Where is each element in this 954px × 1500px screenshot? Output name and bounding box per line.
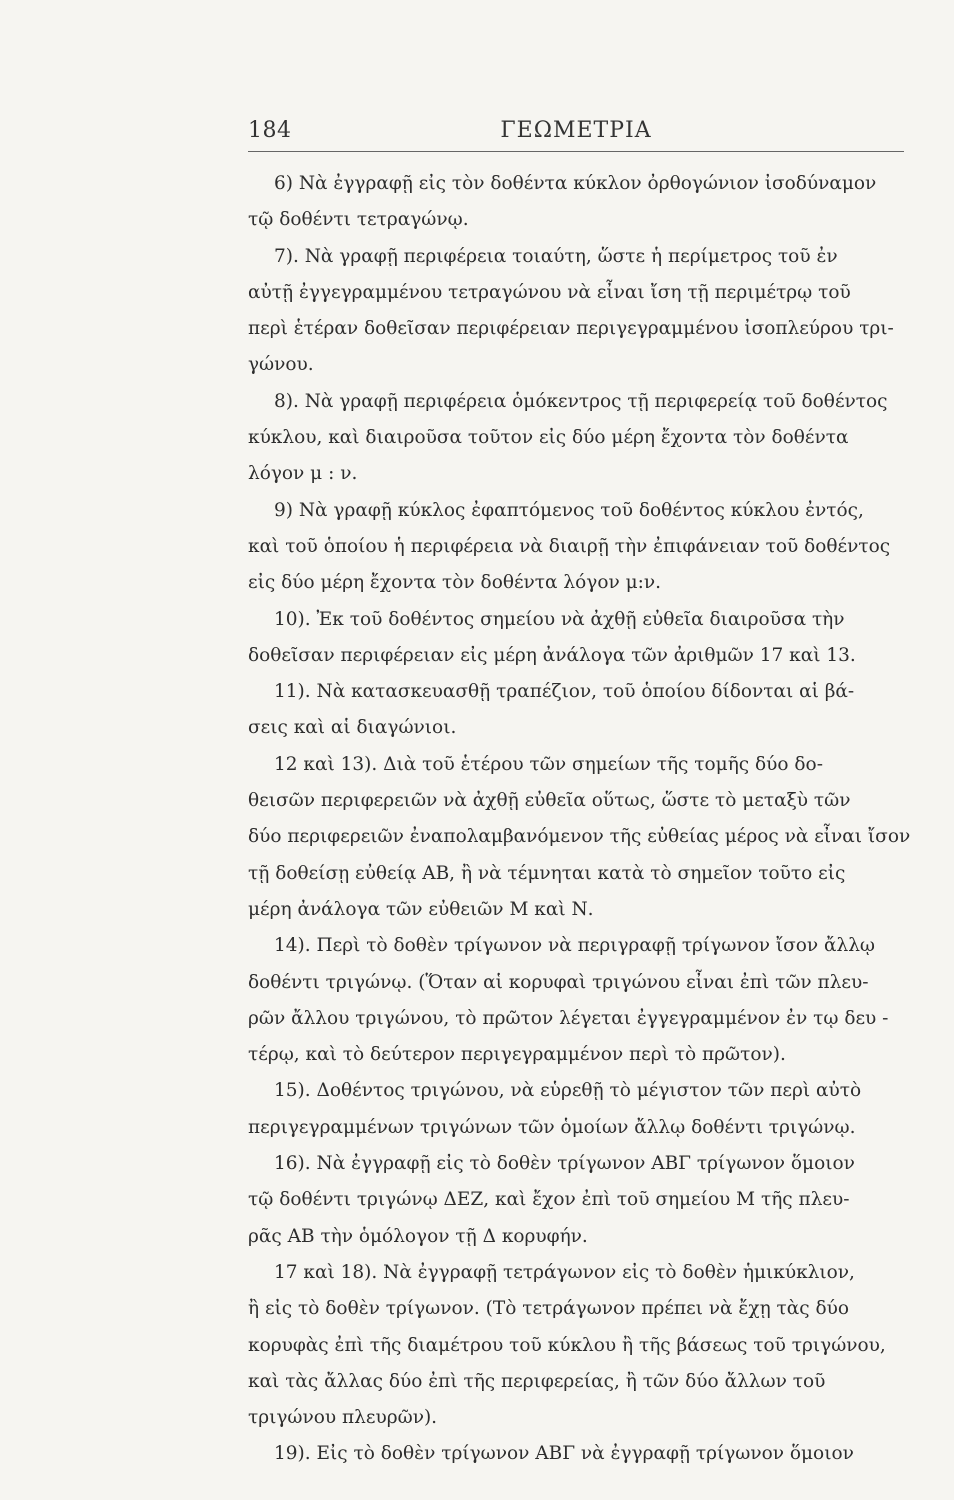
text-line: θεισῶν περιφερειῶν νὰ ἀχθῇ εὐθεῖα οὕτως, ὥστε τὸ μεταξὺ τῶν xyxy=(248,790,851,812)
text-line: δοθεῖσαν περιφέρειαν εἰς μέρη ἀνάλογα τῶν ἀριθμῶν 17 καὶ 13. xyxy=(248,644,856,666)
text-line-problem-17-18: 17 καὶ 18). Νὰ ἐγγραφῇ τετράγωνον εἰς τὸ δοθὲν ἡμικύκλιον, xyxy=(274,1261,855,1283)
text-line-problem-11: 11). Νὰ κατασκευασθῇ τραπέζιον, τοῦ ὁποίου δίδονται αἱ βά- xyxy=(274,681,855,703)
text-line: δύο περιφερειῶν ἐναπολαμβανόμενον τῆς εὐθείας μέρος νὰ εἶναι ἴσον xyxy=(248,826,911,848)
text-line: μέρη ἀνάλογα τῶν εὐθειῶν Μ καὶ Ν. xyxy=(248,898,594,920)
text-line: τέρῳ, καὶ τὸ δεύτερον περιγεγραμμένον περὶ τὸ πρῶτον). xyxy=(248,1044,786,1066)
text-line-problem-8: 8). Νὰ γραφῇ περιφέρεια ὁμόκεντρος τῇ περιφερείᾳ τοῦ δοθέντος xyxy=(274,390,888,412)
header-divider xyxy=(248,151,904,152)
text-line-problem-10: 10). Ἐκ τοῦ δοθέντος σημείου νὰ ἀχθῇ εὐθεῖα διαιροῦσα τὴν xyxy=(274,608,845,630)
text-line-problem-14: 14). Περὶ τὸ δοθὲν τρίγωνον νὰ περιγραφῇ τρίγωνον ἴσον ἄλλῳ xyxy=(274,935,876,957)
running-title: ΓΕΩΜΕΤΡΙΑ xyxy=(500,118,652,143)
text-line: εἰς δύο μέρη ἔχοντα τὸν δοθέντα λόγον μ:ν. xyxy=(248,572,661,594)
text-line: τῷ δοθέντι τριγώνῳ ΔΕΖ, καὶ ἔχον ἐπὶ τοῦ σημείου Μ τῆς πλευ- xyxy=(248,1189,850,1211)
text-line: αὐτῇ ἐγγεγραμμένου τετραγώνου νὰ εἶναι ἴση τῇ περιμέτρῳ τοῦ xyxy=(248,281,851,303)
text-line: τῷ δοθέντι τετραγώνῳ. xyxy=(248,209,469,231)
text-line-problem-7: 7). Νὰ γραφῇ περιφέρεια τοιαύτη, ὥστε ἡ περίμετρος τοῦ ἐν xyxy=(274,245,838,267)
text-line: ρῶν ἄλλου τριγώνου, τὸ πρῶτον λέγεται ἐγγεγραμμένον ἐν τῳ δευ - xyxy=(248,1007,889,1029)
text-line: τῇ δοθείσῃ εὐθείᾳ ΑΒ, ἢ νὰ τέμνηται κατὰ τὸ σημεῖον τοῦτο εἰς xyxy=(248,862,846,884)
text-line: λόγον μ : ν. xyxy=(248,463,358,485)
page-number: 184 xyxy=(248,118,292,143)
text-line: ἢ εἰς τὸ δοθὲν τρίγωνον. (Τὸ τετράγωνον πρέπει νὰ ἔχῃ τὰς δύο xyxy=(248,1298,850,1320)
text-line: τριγώνου πλευρῶν). xyxy=(248,1407,438,1429)
text-line: δοθέντι τριγώνῳ. (Ὅταν αἱ κορυφαὶ τριγώνου εἶναι ἐπὶ τῶν πλευ- xyxy=(248,971,869,993)
text-line: σεις καὶ αἱ διαγώνιοι. xyxy=(248,717,457,739)
text-line-problem-6: 6) Νὰ ἐγγραφῇ εἰς τὸν δοθέντα κύκλον ὀρθογώνιον ἰσοδύναμον xyxy=(274,173,877,194)
text-line: κύκλου, καὶ διαιροῦσα τοῦτον εἰς δύο μέρη ἔχοντα τὸν δοθέντα xyxy=(248,427,849,449)
text-line-problem-9: 9) Νὰ γραφῇ κύκλος ἐφαπτόμενος τοῦ δοθέντος κύκλου ἐντός, xyxy=(274,499,864,521)
text-line-problem-19: 19). Εἰς τὸ δοθὲν τρίγωνον ΑΒΓ νὰ ἐγγραφῇ τρίγωνον ὅμοιον xyxy=(274,1443,854,1465)
text-line-problem-15: 15). Δοθέντος τριγώνου, νὰ εὑρεθῇ τὸ μέγιστον τῶν περὶ αὐτὸ xyxy=(274,1080,862,1102)
text-line: καὶ τὰς ἄλλας δύο ἐπὶ τῆς περιφερείας, ἢ τῶν δύο ἄλλων τοῦ xyxy=(248,1370,826,1392)
text-line: περὶ ἑτέραν δοθεῖσαν περιφέρειαν περιγεγραμμένου ἰσοπλεύρου τρι- xyxy=(248,318,894,340)
text-line-problem-16: 16). Νὰ ἐγγραφῇ εἰς τὸ δοθὲν τρίγωνον ΑΒΓ τρίγωνον ὅμοιον xyxy=(274,1153,855,1175)
text-line: ρᾶς ΑΒ τὴν ὁμόλογον τῇ Δ κορυφήν. xyxy=(248,1225,588,1247)
text-line: γώνου. xyxy=(248,354,314,376)
text-line-problem-12-13: 12 καὶ 13). Διὰ τοῦ ἑτέρου τῶν σημείων τῆς τομῆς δύο δο- xyxy=(274,753,823,775)
body-text xyxy=(248,166,911,1473)
text-line: καὶ τοῦ ὁποίου ἡ περιφέρεια νὰ διαιρῇ τὴν ἐπιφάνειαν τοῦ δοθέντος xyxy=(248,535,891,557)
text-line: κορυφὰς ἐπὶ τῆς διαμέτρου τοῦ κύκλου ἢ τῆς βάσεως τοῦ τριγώνου, xyxy=(248,1334,886,1356)
text-line: περιγεγραμμένων τριγώνων τῶν ὁμοίων ἄλλῳ δοθέντι τριγώνῳ. xyxy=(248,1116,856,1138)
page-header xyxy=(248,118,904,150)
